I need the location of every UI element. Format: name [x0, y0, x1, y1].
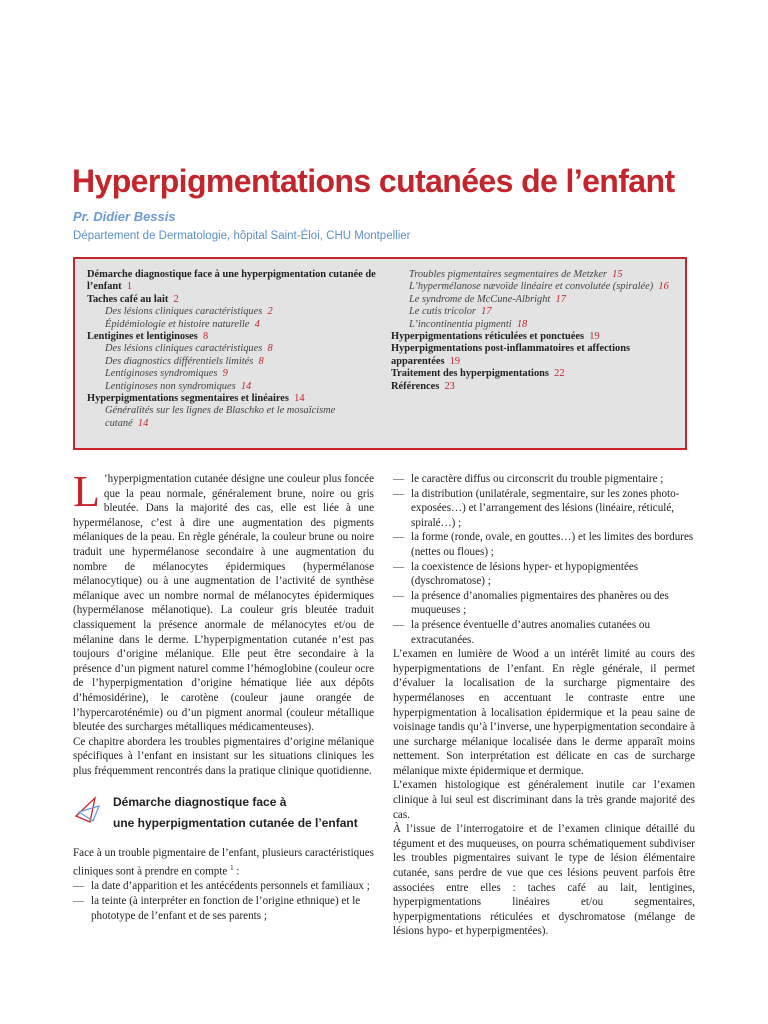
author-affiliation: Département de Dermatologie, hôpital Saint-Éloi, CHU Montpellier [73, 230, 411, 242]
toc-entry [87, 368, 377, 380]
list-item: — la forme (ronde, ovale, en gouttes…) et les limites des bordures (nettes ou floues) ; [393, 530, 695, 559]
list-item: — le caractère diffus ou circonscrit du trouble pigmentaire ; [393, 472, 695, 487]
toc-entry [391, 368, 681, 380]
toc-entry [391, 281, 681, 293]
toc-entry-title: Troubles pigmentaires segmentaires de Metzker [409, 269, 607, 280]
toc-page-number: 18 [516, 318, 528, 330]
toc-page-number: 2 [173, 293, 179, 305]
toc-entry [87, 405, 377, 430]
toc-entry-title: Le cutis tricolor [409, 306, 476, 318]
section-heading [73, 792, 374, 834]
toc-entry-title: Généralités sur les lignes de Blaschko et le mosaïcisme cutané [105, 405, 336, 429]
toc-entry [87, 294, 377, 306]
list-item: — la présence éventuelle d’autres anomalies cutanées ou extracutanées. [393, 618, 695, 647]
list-item: — la distribution (unilatérale, segmentaire, sur les zones photo-exposées…) et l’arrangement des lésions (linéaire, réticulé, spiralé…) ; [393, 487, 695, 531]
drop-cap: L [73, 467, 100, 516]
toc-page-number: 16 [658, 281, 669, 293]
toc-page-number: 22 [554, 368, 565, 380]
toc-entry [391, 331, 681, 343]
article-column-left [73, 467, 374, 923]
toc-entry-title: Démarche diagnostique face à une hyperpigmentation cutanée de l’enfant [87, 269, 376, 293]
toc-page-number: 1 [126, 281, 133, 293]
toc-right-column [391, 269, 681, 393]
intro-paragraph: L ’hyperpigmentation cutanée désigne une couleur plus foncée que la peau normale, généralement brune, noire ou gris bleutée. Dans la majorité des cas, elle est liée à une hypermélanose, c’est à dire une augmentation des pigments mélaniques de la peau. En règle générale, la couleur brune ou noire traduit une hypermélanose secondaire à une augmentation du nombre de mélanocytes épidermiques (hypermélanose mélanocytique) ou à une augmentation de l’activité de synthèse mélanique avec un nombre normal de mélanocytes épidermiques (hypermélanose mélanotique). La couleur gris bleutée traduit classiquement la présence anormale de mélanocytes et/ou de mélanine dans le derme. L’hyperpigmentation cutanée n’est pas toujours d’origine mélanique. Elle peut être secondaire à la présence d’un pigment naturel comme l’hémoglobine (couleur ocre de l’hyperpigmentation d’origine hématique liée aux dépôts d’hémosidérine), le carotène (couleur jaune orangée de l’hypercaroténémie) ou d’un pigment anormal (couleur métallique bleutée des surcharges métalliques médicamenteuses). [73, 467, 374, 734]
toc-entry [87, 331, 377, 343]
toc-page-number: 14 [294, 393, 305, 405]
section-heading-line: Démarche diagnostique face à [113, 795, 287, 810]
toc-entry [87, 269, 377, 294]
toc-page-number: 4 [254, 318, 260, 330]
author-name: Pr. Didier Bessis [73, 209, 176, 224]
paragraph: L’examen en lumière de Wood a un intérêt limité au cours des hyperpigmentations de l’enfant. En règle générale, il permet d’évaluer la localisation de la surcharge pigmentaire des hypermélanoses en accentuant le contraste entre une hyperpigmentation à localisation épidermique et la peau saine de voisinage tandis qu’à l’inverse, une hyperpigmentation secondaire à une surcharge mélanique localisée dans le derme apparaît moins nettement. Son interprétation est délicate en cas de surcharge mélanique mixte épidermique et dermique. [393, 648, 695, 777]
toc-entry [391, 343, 681, 368]
toc-entry-title: Lentiginoses non syndromiques [105, 380, 236, 392]
toc-page-number: 19 [449, 355, 461, 367]
toc-page-number: 8 [203, 331, 209, 343]
toc-entry-title: Hyperpigmentations segmentaires et linéaires [87, 393, 289, 405]
table-of-contents [73, 257, 687, 450]
toc-entry [391, 294, 681, 306]
list-item: — la coexistence de lésions hyper- et hypopigmentées (dyschromatose) ; [393, 560, 695, 589]
toc-entry [87, 356, 377, 368]
criteria-list [393, 472, 695, 647]
toc-entry-title: Épidémiologie et histoire naturelle [105, 318, 250, 330]
paragraph: L’examen histologique est généralement inutile car l’examen clinique à lui seul est discriminant dans la très grande majorité des cas. [393, 779, 695, 821]
toc-entry-title: Références [391, 380, 440, 392]
toc-entry [87, 319, 377, 331]
toc-page-number: 8 [267, 343, 273, 355]
list-item: — la teinte (à interpréter en fonction de l’origine ethnique) et le phototype de l’enfant et de ses parents ; [73, 894, 374, 923]
criteria-list [73, 879, 374, 923]
page-title: Hyperpigmentations cutanées de l’enfant [72, 163, 675, 199]
toc-entry-title: Des lésions cliniques caractéristiques [105, 306, 263, 318]
toc-entry [87, 306, 377, 318]
list-item: — la présence d’anomalies pigmentaires des phanères ou des muqueuses ; [393, 589, 695, 618]
toc-entry [87, 343, 377, 355]
article-column-right [393, 472, 695, 939]
toc-entry [87, 393, 377, 405]
toc-page-number: 19 [589, 331, 600, 343]
toc-left-column [87, 269, 377, 430]
toc-page-number: 17 [555, 293, 566, 305]
paragraph: À l’issue de l’interrogatoire et de l’examen clinique détaillé du tégument et des muqueuses, on pourra schématiquement subdiviser les troubles pigmentaires suivant le type de lésion élémentaire cutanée, sans perdre de vue que ces lésions peuvent parfois être associées entre elles : taches café au lait, lentigines, hyperpigmentations linéaires et/ou segmentaires, hyperpigmentations réticulées et dyschromatose (mélange de lésions hypo- et hyperpigmentées). [393, 823, 695, 938]
toc-entry [391, 319, 681, 331]
toc-entry-title: Traitement des hyperpigmentations [391, 368, 549, 380]
toc-page-number: 17 [481, 306, 492, 318]
toc-page-number: 8 [258, 355, 264, 367]
toc-entry [391, 381, 681, 393]
toc-entry [391, 269, 681, 281]
toc-page-number: 9 [222, 368, 228, 380]
section-heading-line: une hyperpigmentation cutanée de l’enfant [113, 816, 358, 831]
toc-page-number: 14 [137, 417, 149, 429]
toc-entry-title: Hyperpigmentations réticulées et ponctuées [391, 331, 585, 343]
list-item: — la date d’apparition et les antécédents personnels et familiaux ; [73, 879, 374, 894]
toc-entry [391, 306, 681, 318]
toc-entry-title: Lentiginoses syndromiques [105, 368, 218, 380]
triangle-bullet-icon [73, 794, 105, 826]
toc-entry [87, 381, 377, 393]
reference-marker: 1 [230, 864, 234, 873]
toc-page-number: 23 [444, 380, 455, 392]
toc-entry-title: L’hypermélanose nævoïde linéaire et convolutée (spiralée) [409, 281, 654, 293]
toc-page-number: 15 [612, 269, 623, 280]
toc-entry-title: Des diagnostics différentiels limités [105, 355, 254, 367]
toc-entry-title: Hyperpigmentations post-inflammatoires et affections apparentées [391, 343, 631, 367]
paragraph: Face à un trouble pigmentaire de l’enfant, plusieurs caractéristiques cliniques sont à prendre en compte $^1$ : [73, 847, 374, 878]
toc-entry-title: Lentigines et lentiginoses [87, 331, 198, 343]
toc-page-number: 14 [240, 380, 252, 392]
toc-entry-title: Taches café au lait [87, 293, 169, 305]
toc-entry-title: Le syndrome de McCune-Albright [409, 293, 551, 305]
toc-entry-title: L’incontinentia pigmenti [409, 318, 512, 330]
paragraph: Ce chapitre abordera les troubles pigmentaires d’origine mélanique spécifiques à l’enfant en insistant sur les situations cliniques les plus fréquemment rencontrés dans la pratique clinique quotidienne. [73, 735, 374, 777]
toc-page-number: 2 [267, 306, 273, 318]
toc-entry-title: Des lésions cliniques caractéristiques [105, 343, 263, 355]
